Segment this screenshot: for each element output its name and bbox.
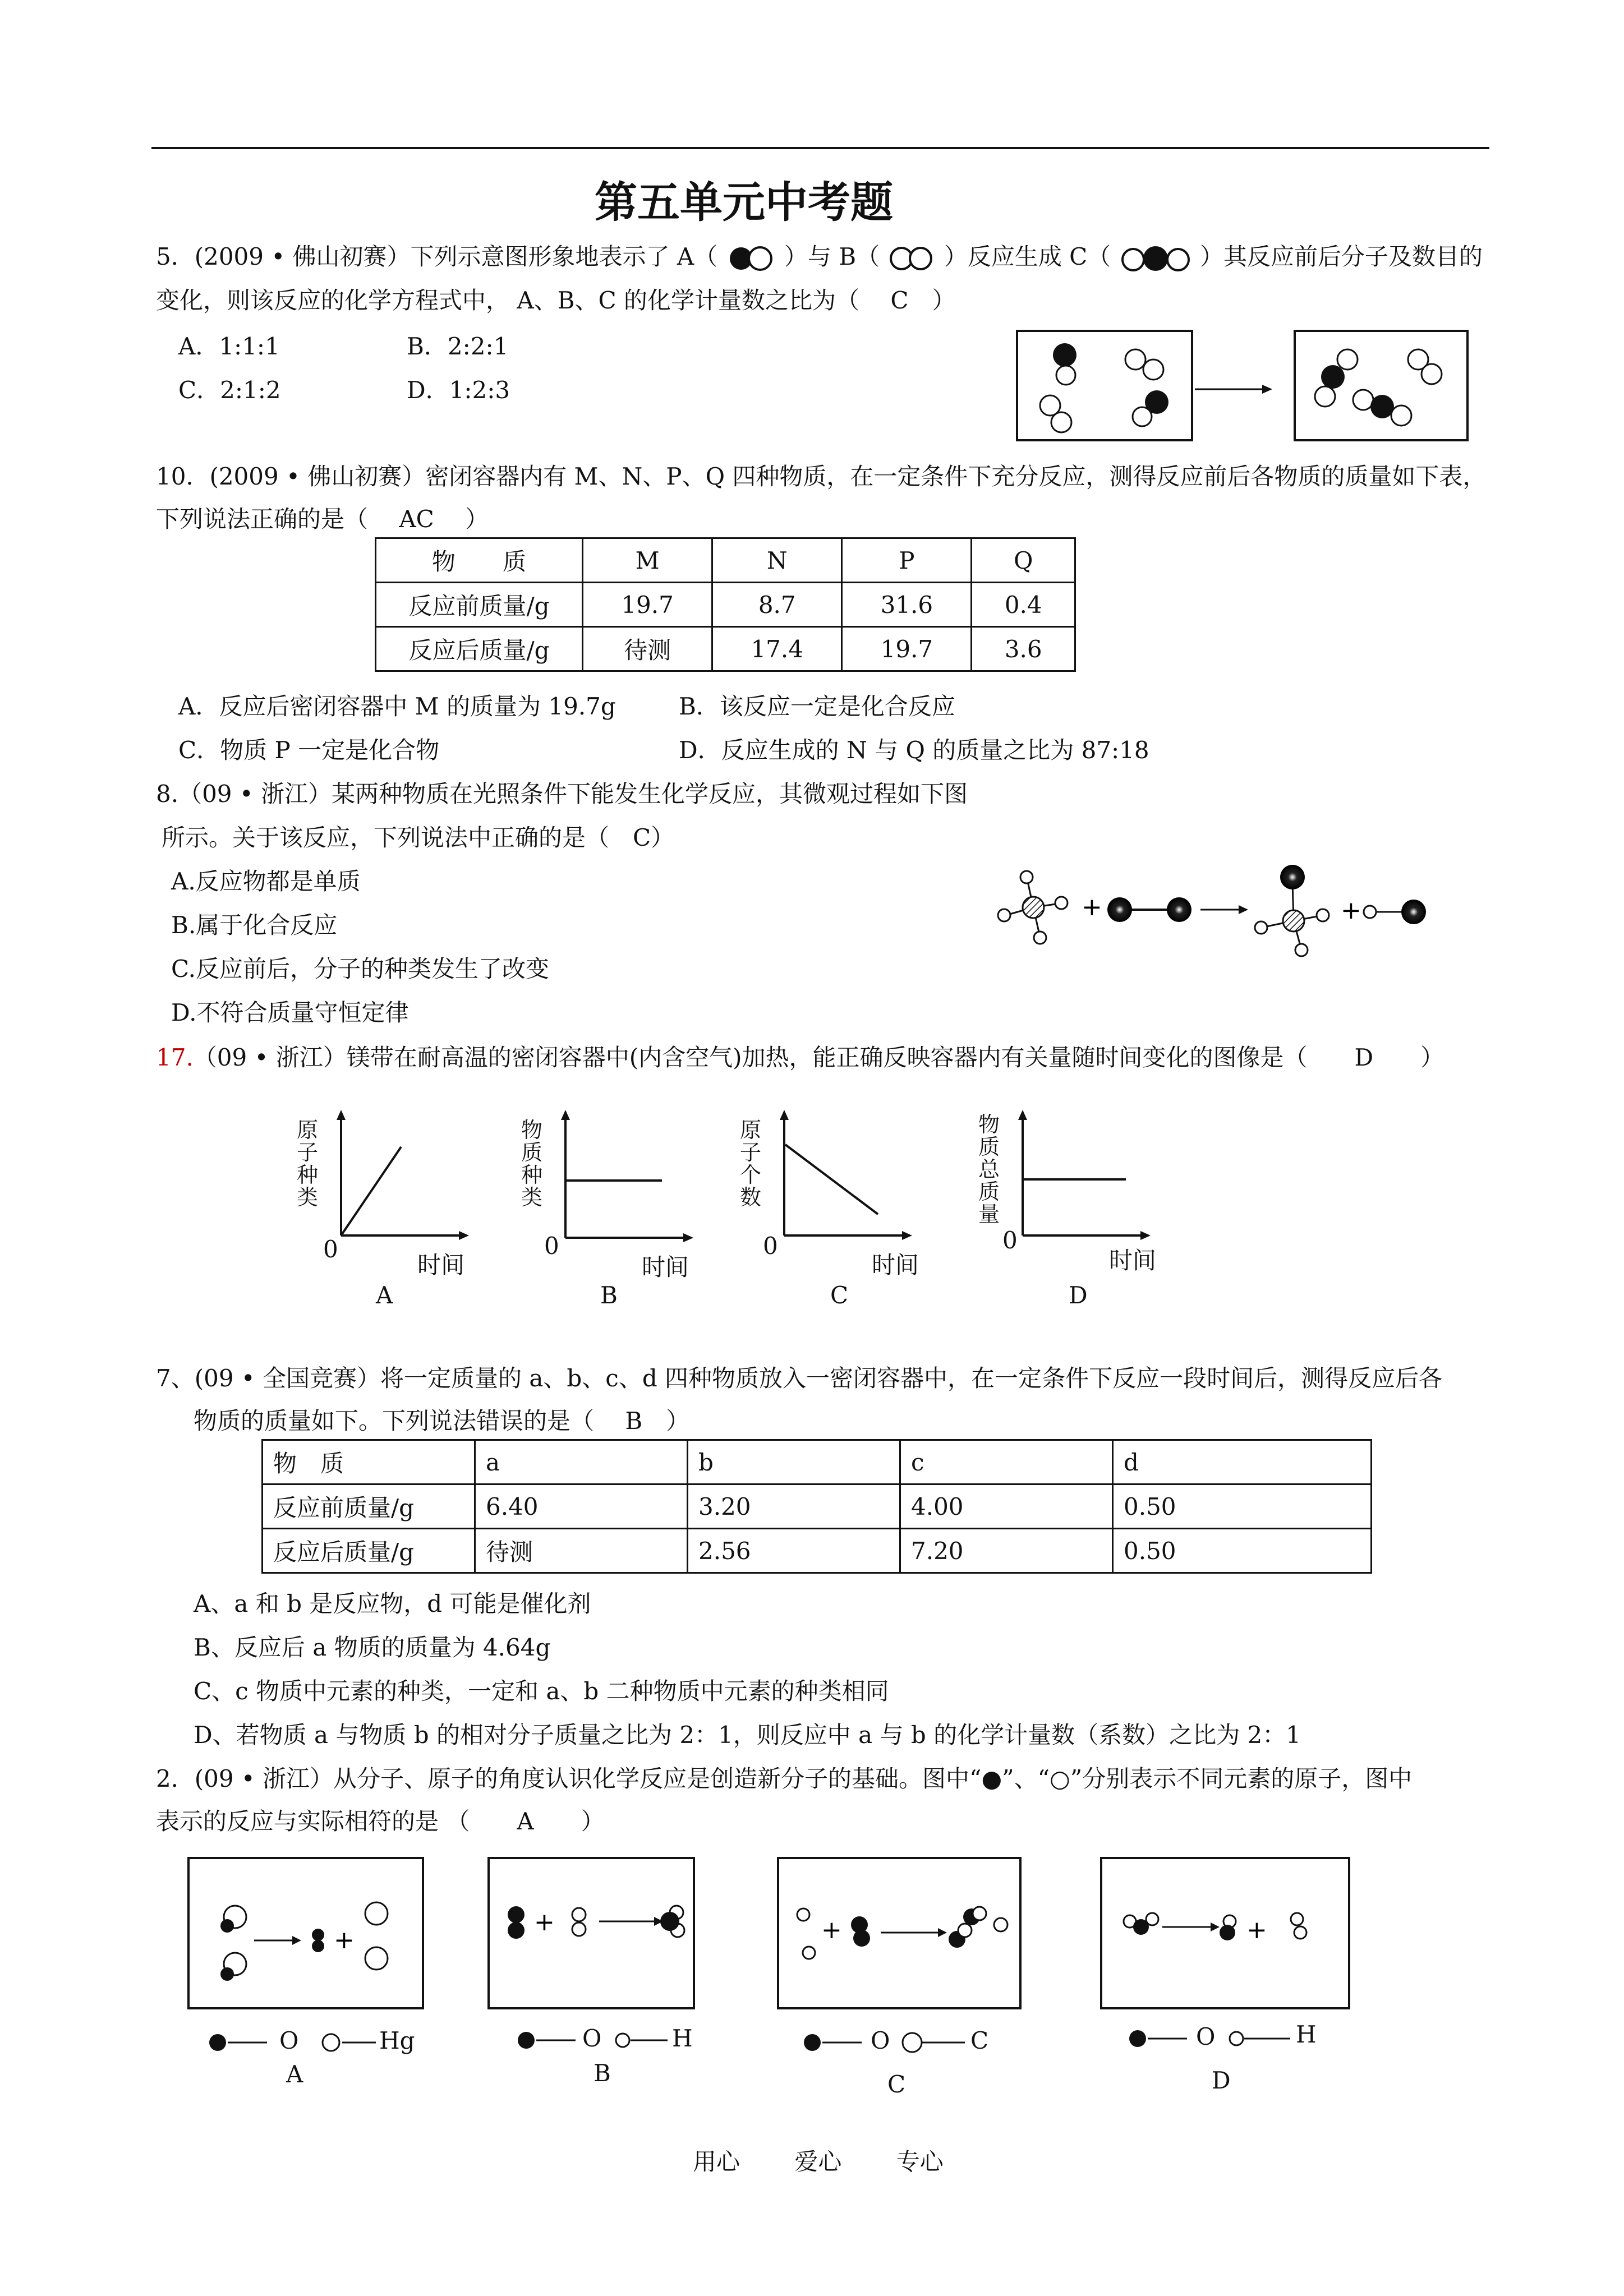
q8-option-b: B.属于化合反应	[171, 911, 338, 939]
graph-a-axes	[280, 1108, 482, 1253]
legend-open-label: H	[1296, 2021, 1317, 2048]
svg-text:+: +	[821, 1916, 842, 1944]
legend-letter: D	[1212, 2067, 1231, 2094]
legend-solid-label: O	[279, 2027, 299, 2054]
graph-x-label: 时间	[417, 1251, 465, 1279]
footer-word: 用心	[693, 2148, 740, 2175]
table-header-row	[376, 538, 1075, 583]
q17-stem	[156, 1042, 1444, 1073]
legend-open-label: C	[970, 2027, 989, 2054]
q5-option-c: C．2:1:2	[178, 376, 281, 404]
table-cell: 反应前质量/g	[376, 583, 583, 627]
legend-open-label: H	[672, 2025, 693, 2052]
q8-stem-line2: 所示。关于该反应，下列说法中正确的是（ C）	[162, 824, 675, 851]
graph-x-label: 时间	[642, 1253, 689, 1281]
table-cell: 待测	[475, 1529, 688, 1573]
q8-reaction-diagram	[993, 858, 1442, 959]
q8-stem-line1: 8.（09 • 浙江）某两种物质在光照条件下能发生化学反应，其微观过程如下图	[156, 780, 968, 808]
graph-origin: 0	[544, 1232, 559, 1260]
q7-table	[261, 1439, 1372, 1574]
footer-word: 专心	[896, 2148, 944, 2175]
molecule-c-icon	[1119, 245, 1193, 273]
q2-stem-line1: 2．(09 • 浙江）从分子、原子的角度认识化学反应是创造新分子的基础。图中“●”、“○”分别表示不同元素的原子，图中	[156, 1765, 1413, 1792]
legend-letter: A	[286, 2060, 303, 2088]
q10-stem-text: (2009 • 佛山初赛）密闭容器内有 M、N、P、Q 四种物质，在一定条件下充分反应，测得反应前后各物质的质量如下表，	[209, 463, 1487, 490]
graph-c	[724, 1108, 926, 1315]
table-cell: 反应后质量/g	[376, 627, 583, 671]
svg-text:+: +	[1246, 1916, 1267, 1944]
table-cell: 6.40	[475, 1484, 688, 1529]
footer-word: 爱心	[794, 2148, 842, 2175]
table-row	[263, 1484, 1372, 1529]
graph-letter: B	[600, 1281, 618, 1309]
svg-text:+: +	[334, 1926, 355, 1954]
table-cell: 待测	[583, 627, 712, 671]
table-row	[376, 627, 1075, 671]
table-cell: 7.20	[900, 1529, 1113, 1573]
table-cell: 0.50	[1113, 1484, 1372, 1529]
graph-y-label: 原子种类	[296, 1118, 318, 1210]
q10-option-a: A．反应后密闭容器中 M 的质量为 19.7g	[178, 693, 616, 720]
q7-option-d: D、若物质 a 与物质 b 的相对分子质量之比为 2：1，则反应中 a 与 b 的化学计量数（系数）之比为 2：1	[194, 1721, 1301, 1749]
legend-open-label: Hg	[379, 2027, 415, 2054]
table-row	[376, 583, 1075, 627]
legend-letter: B	[594, 2059, 611, 2087]
q5-option-a: A．1:1:1	[178, 333, 280, 360]
q7-option-b: B、反应后 a 物质的质量为 4.64g	[194, 1634, 551, 1661]
table-cell: 反应前质量/g	[263, 1484, 475, 1529]
table-cell: 0.50	[1113, 1529, 1372, 1573]
graph-x-label: 时间	[1109, 1247, 1157, 1274]
graph-letter: A	[376, 1281, 393, 1309]
q7-option-c: C、c 物质中元素的种类，一定和 a、b 二种物质中元素的种类相同	[194, 1677, 889, 1705]
table-cell: Q	[972, 538, 1075, 583]
q10-table	[375, 537, 1076, 672]
legend-solid-label: O	[1196, 2023, 1216, 2050]
svg-text:+: +	[534, 1908, 555, 1937]
legend-solid-label: O	[582, 2025, 602, 2052]
q17-stem-text: （09 • 浙江）镁带在耐高温的密闭容器中(内含空气)加热，能正确反映容器内有关量随时间变化的图像是（ D ）	[193, 1044, 1444, 1071]
svg-text:+: +	[1082, 893, 1102, 921]
q7-option-a: A、a 和 b 是反应物，d 可能是催化剂	[194, 1590, 591, 1617]
table-cell: 2.56	[688, 1529, 900, 1573]
q2-legend-c	[802, 2026, 1004, 2104]
header-rule	[151, 147, 1489, 149]
page-title: 第五单元中考题	[595, 177, 893, 227]
q5-stem-part-b: ）与 B（	[784, 243, 880, 270]
graph-y-label: 物质种类	[521, 1118, 542, 1210]
table-cell: 4.00	[900, 1484, 1113, 1529]
table-cell: 物 质	[263, 1440, 475, 1484]
q7-stem-line1: 7、(09 • 全国竞赛）将一定质量的 a、b、c、d 四种物质放入一密闭容器中，在一定条件下反应一段时间后，测得反应后各	[156, 1364, 1443, 1392]
q7-stem-line2: 物质的质量如下。下列说法错误的是（ B ）	[194, 1407, 690, 1435]
q10-option-b: B．该反应一定是化合反应	[679, 693, 955, 720]
table-cell: 3.6	[972, 627, 1075, 671]
graph-c-axes	[724, 1108, 926, 1253]
graph-a	[280, 1108, 482, 1315]
svg-text:+: +	[1341, 896, 1361, 925]
table-cell: N	[712, 538, 842, 583]
table-cell: 17.4	[712, 627, 842, 671]
table-cell: P	[842, 538, 972, 583]
q10-stem-line2: 下列说法正确的是（ AC ）	[156, 505, 489, 533]
graph-b	[505, 1108, 707, 1315]
table-header-row	[263, 1440, 1372, 1484]
q17-number: 17.	[156, 1044, 194, 1071]
q8-option-a: A.反应物都是单质	[171, 868, 361, 895]
graph-y-label: 原子个数	[739, 1118, 761, 1210]
q5-option-d: D．1:2:3	[407, 376, 510, 404]
q2-diagram-a	[187, 1856, 425, 2011]
table-cell: M	[583, 538, 712, 583]
q8-option-c: C.反应前后，分子的种类发生了改变	[171, 955, 549, 983]
q2-legend-b	[516, 2023, 707, 2091]
q5-stem-part-c: ）反应生成 C（	[944, 243, 1111, 270]
q2-stem-line2: 表示的反应与实际相符的是 （ A ）	[156, 1808, 605, 1835]
q2-legend-a	[208, 2026, 421, 2093]
q8-option-d: D.不符合质量守恒定律	[171, 999, 409, 1026]
q2-diagram-b	[487, 1856, 697, 2011]
table-cell: 31.6	[842, 583, 972, 627]
q5-option-b: B．2:2:1	[407, 333, 509, 360]
graph-b-axes	[505, 1108, 707, 1253]
q5-stem-line1	[156, 241, 1483, 273]
table-cell: 8.7	[712, 583, 842, 627]
q5-stem-part-d: ）其反应前后分子及数目的	[1200, 243, 1483, 270]
q5-reaction-diagram	[1015, 328, 1481, 446]
table-cell: 反应后质量/g	[263, 1529, 475, 1573]
table-cell: 19.7	[842, 627, 972, 671]
q10-number: 10．	[156, 463, 210, 490]
table-cell: a	[475, 1440, 688, 1484]
q10-stem-line1	[156, 461, 1486, 492]
graph-origin: 0	[763, 1232, 778, 1260]
table-cell: 3.20	[688, 1484, 900, 1529]
molecule-b-icon	[887, 245, 936, 273]
graph-d	[962, 1108, 1175, 1315]
q10-option-d: D．反应生成的 N 与 Q 的质量之比为 87:18	[679, 736, 1149, 764]
table-cell: 19.7	[583, 583, 712, 627]
table-cell: d	[1113, 1440, 1372, 1484]
footer	[693, 2143, 944, 2177]
table-cell: 物 质	[376, 538, 583, 583]
legend-solid-label: O	[871, 2027, 890, 2054]
graph-letter: D	[1069, 1281, 1088, 1309]
graph-origin: 0	[323, 1235, 338, 1263]
graph-d-axes	[962, 1108, 1175, 1253]
graph-y-label: 物质总质量	[978, 1112, 1000, 1227]
table-cell: 0.4	[972, 583, 1075, 627]
graph-origin: 0	[1002, 1227, 1018, 1254]
legend-letter: C	[887, 2071, 906, 2098]
q5-stem-line2: 变化，则该反应的化学方程式中， A、B、C 的化学计量数之比为（ C ）	[156, 287, 956, 314]
q2-diagram-c	[776, 1856, 1023, 2011]
q2-diagram-d	[1099, 1856, 1352, 2011]
graph-x-label: 时间	[872, 1251, 919, 1279]
graph-letter: C	[830, 1281, 849, 1309]
table-cell: c	[900, 1440, 1113, 1484]
table-cell: b	[688, 1440, 900, 1484]
table-row	[263, 1529, 1372, 1573]
q5-stem-part-a: 5．(2009 • 佛山初赛）下列示意图形象地表示了 A（	[156, 243, 718, 270]
q2-legend-d	[1128, 2022, 1329, 2100]
q10-option-c: C．物质 P 一定是化合物	[178, 736, 440, 764]
molecule-a-icon	[725, 245, 777, 273]
